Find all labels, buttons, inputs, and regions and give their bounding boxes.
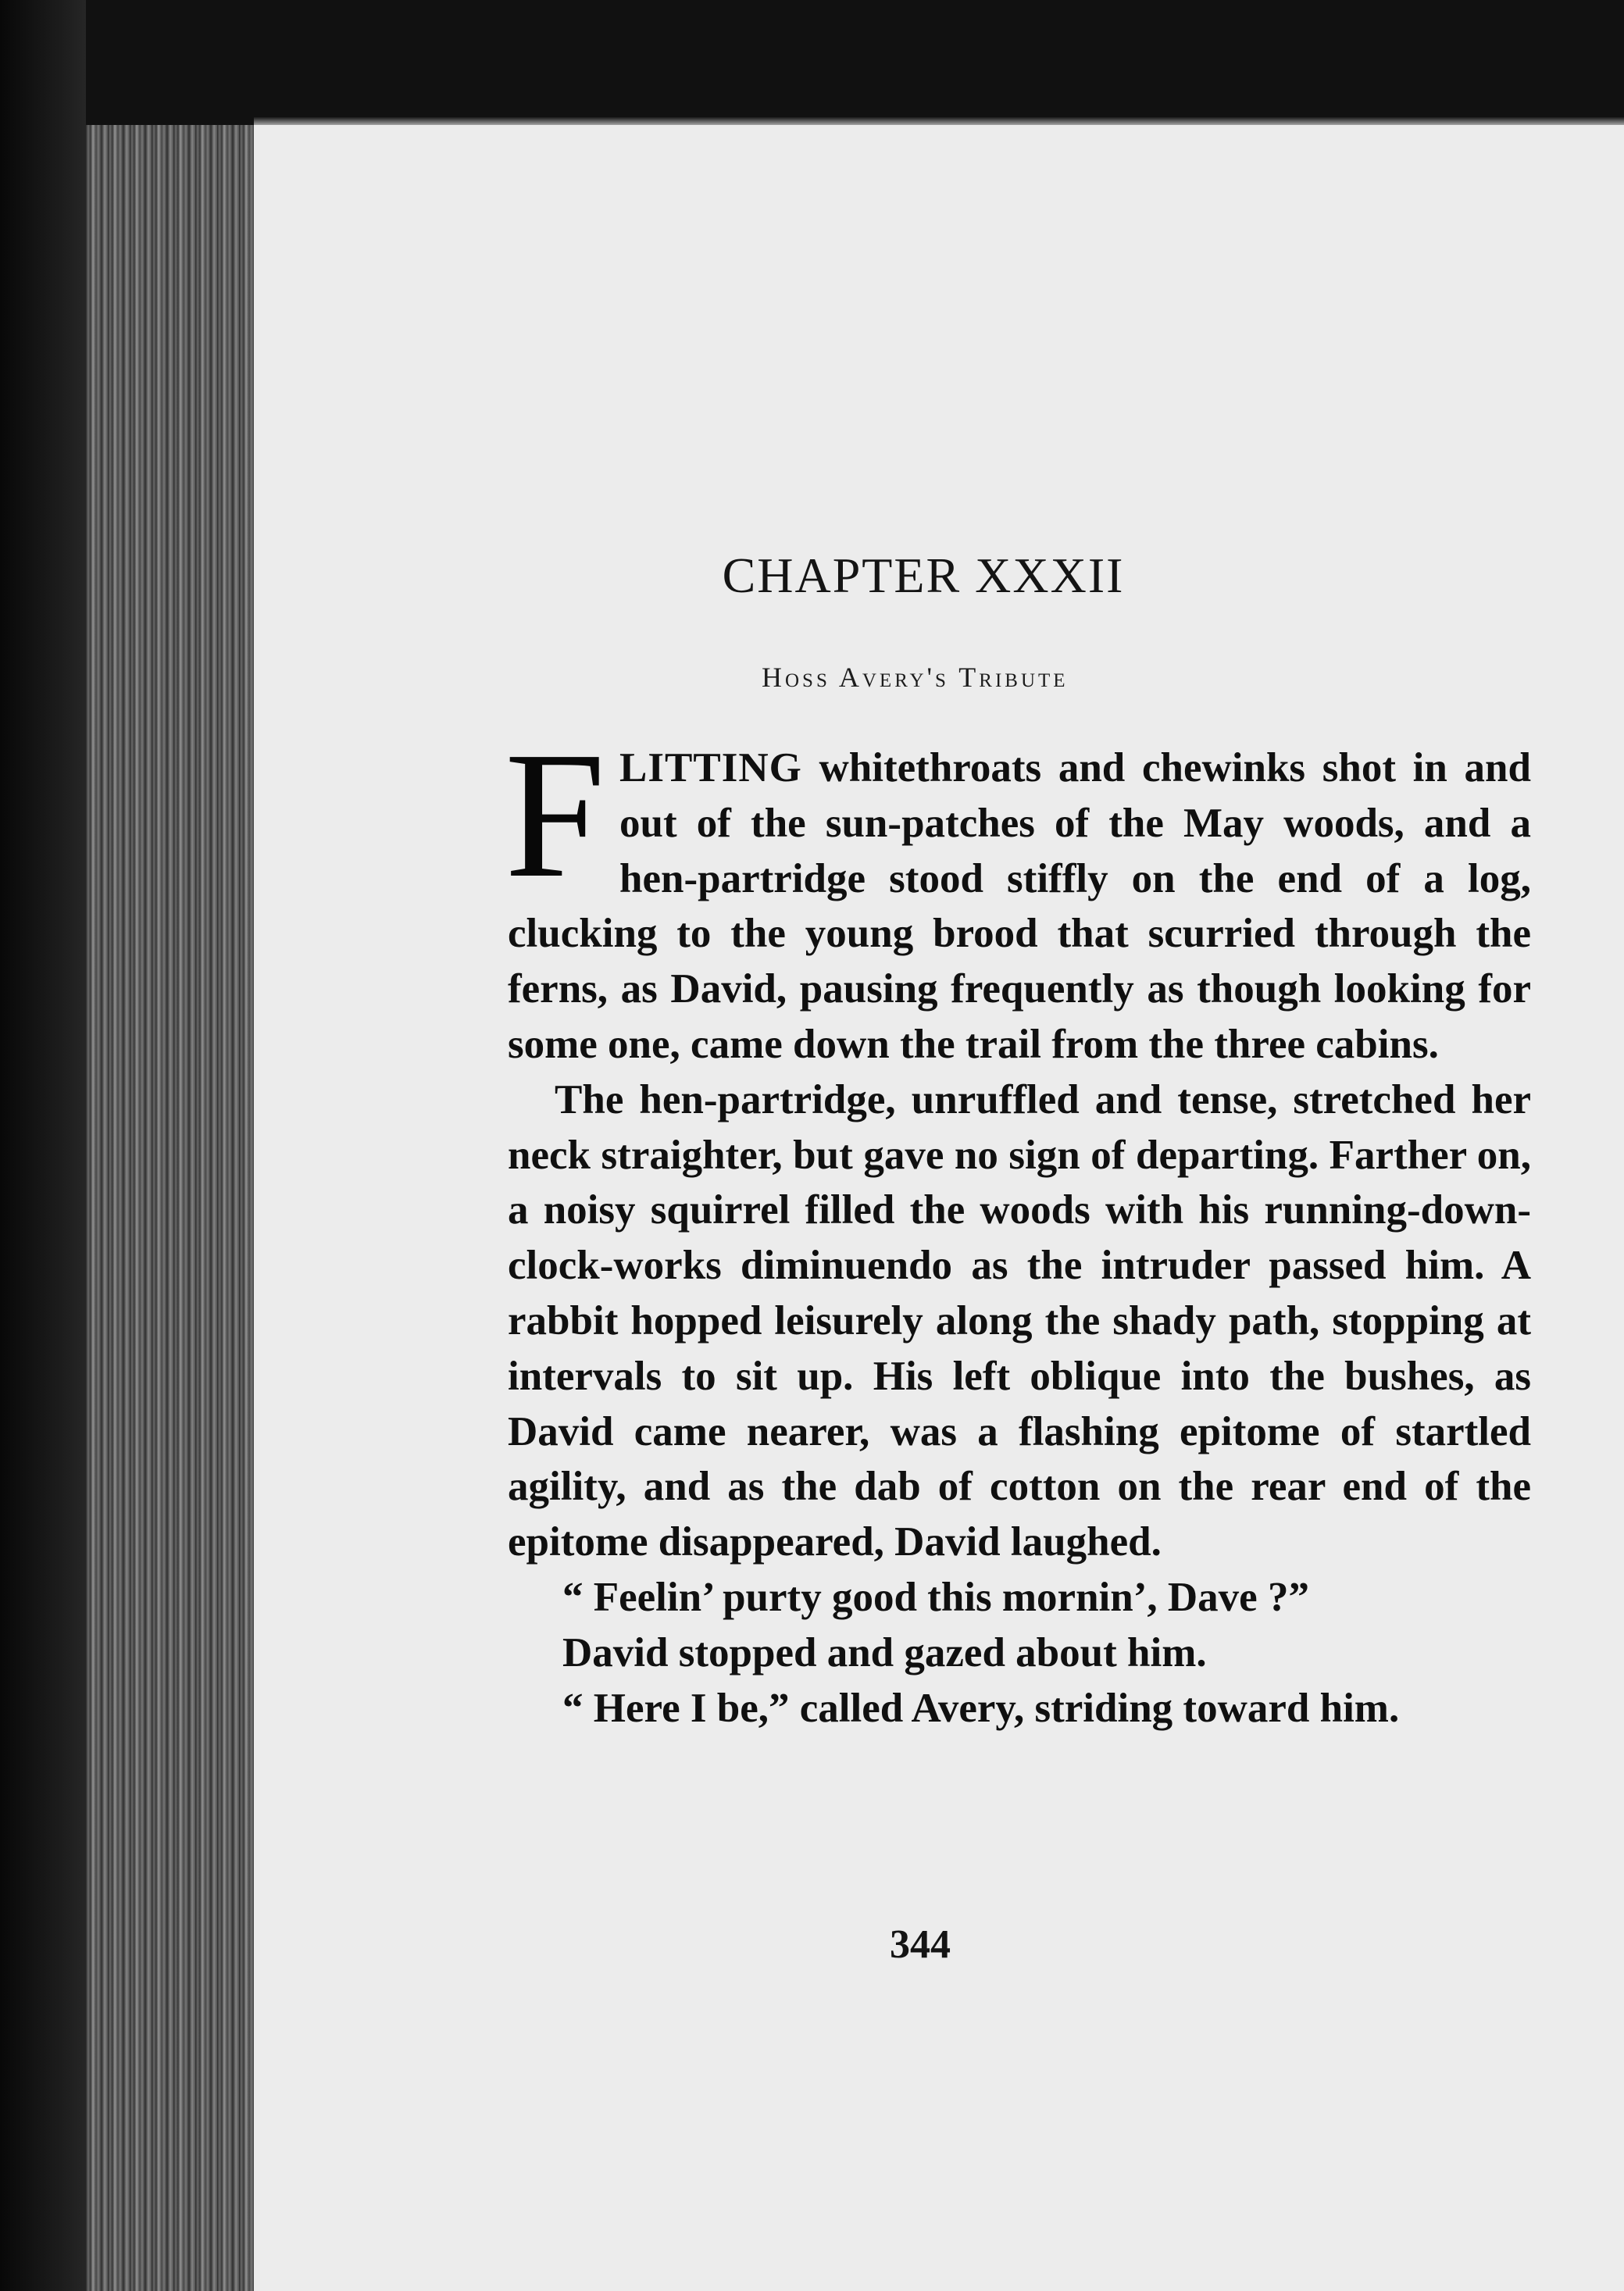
- paragraph-5: “ Here I be,” called Avery, striding toward him.: [562, 1685, 1400, 1731]
- chapter-heading: [254, 547, 1624, 605]
- paragraph-2: The hen-partridge, unruffled and tense, stretched her neck straighter, but gave no sign of departing. Farther on, a noisy squirrel filled the woods with his running-down-clock-works diminuendo as the intruder passed him. A rabbit hopped leisurely along the shady path, stopping at intervals to sit up. His left oblique into the bushes, as David came nearer, was a flashing epitome of startled agility, and as the dab of cotton on the rear end of the epitome disappeared, David laughed.: [508, 1076, 1531, 1565]
- paragraph-1-text: whitethroats and chewinks shot in and out of the sun-patches of the May woods, and a hen-partridge stood stiffly on the end of a log, clucking to the young brood that scurried through the ferns, as David, pausing frequently as though looking for some one, came down the trail from the three cabins.: [508, 745, 1532, 1067]
- paragraph-4: David stopped and gazed about him.: [562, 1629, 1207, 1675]
- lead-word: LITTING: [619, 745, 802, 790]
- chapter-subtitle: Hoss Avery's Tribute: [762, 662, 1069, 693]
- chapter-title: CHAPTER XXXII: [722, 548, 1125, 603]
- paragraph-3: “ Feelin’ purty good this mornin’, Dave ?”: [562, 1574, 1309, 1620]
- page-number-wrap: [254, 1922, 1624, 1968]
- page-number: 344: [890, 1922, 951, 1967]
- scan-dark-border: [0, 0, 86, 2291]
- paragraph-1: [505, 715, 1532, 1072]
- page-edge-strip: [86, 125, 254, 2291]
- drop-cap: F: [505, 715, 606, 915]
- chapter-body: [505, 715, 1532, 1736]
